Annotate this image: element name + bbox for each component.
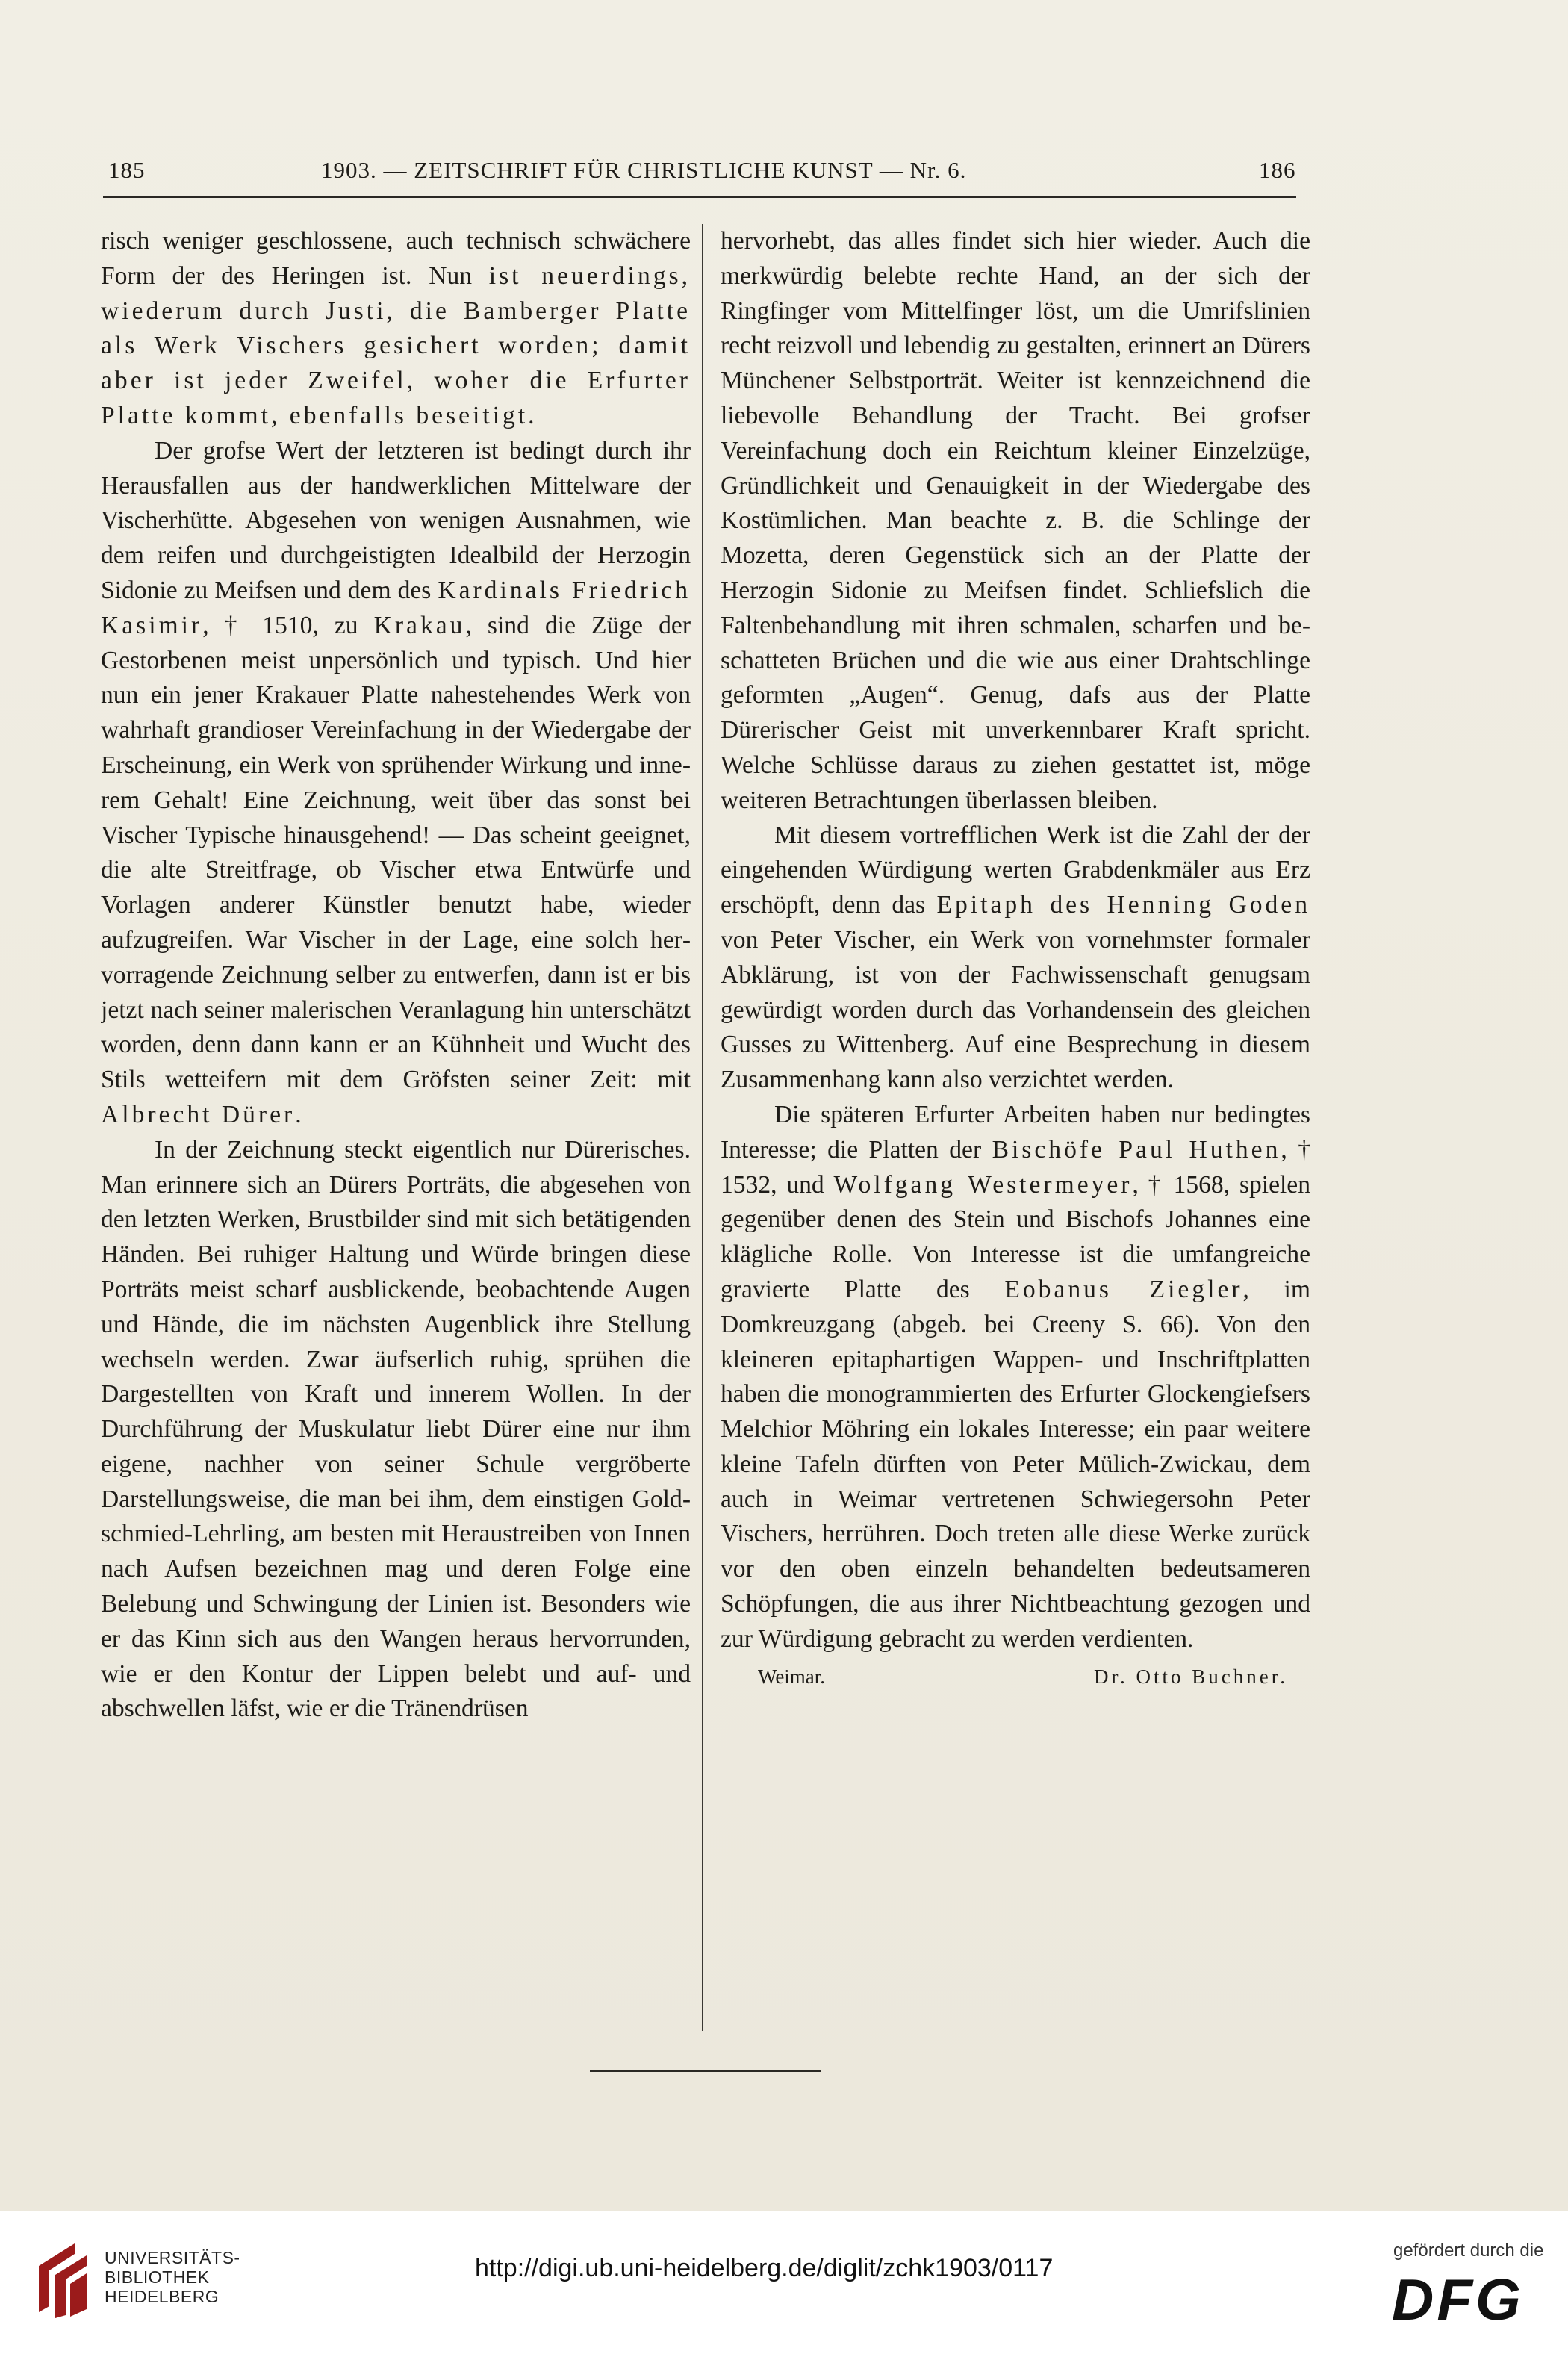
- paragraph: hervorhebt, das alles findet sich hier wieder. Auch die merkwürdig belebte rechte Hand, an der sich der Ringfinger vom Mittelfinger löst, um die Umrifslinien recht reizvoll und lebendig zu gestalten, erinnert an Dürers Münchener Selbstporträt. Weiter ist kennzeichnend die liebevolle Behandlung der Tracht. Bei grofser Vereinfachung doch ein Reichtum kleiner Einzelzüge, Gründlichkeit und Genauigkeit in der Wiedergabe des Kostümlichen. Man beachte z. B. die Schlinge der Mozetta, deren Gegenstück sich an der Platte der Herzogin Sidonie zu Meifsen findet. Schliefslich die Faltenbehandlung mit ihren schmalen, scharfen und beschatteten Brüchen und die wie aus einer Drahtschlinge geformten „Augen“. Genug, dafs aus der Platte Dürerischer Geist mit unverkennbarer Kraft spricht. Welche Schlüsse daraus zu ziehen gestattet ist, möge weiteren Betrachtungen überlassen bleiben.: [721, 227, 1310, 814]
- text-run: risch weniger geschlossene, auch technisch schwächere Form der des Heringen ist. Nun: [101, 227, 691, 290]
- paragraph: [721, 1098, 1310, 1657]
- spaced-name: Epitaph des Henning Goden: [936, 891, 1310, 919]
- paragraph: [101, 224, 691, 434]
- spaced-name: Bischöfe Paul Huthen: [992, 1135, 1281, 1164]
- text-run: , † 1510, zu: [202, 611, 374, 639]
- spaced-name: Kardinals Friedrich Kasimir: [101, 576, 691, 639]
- footer-band: [0, 2211, 1568, 2360]
- text-run: Mit diesem vortrefflichen Werk ist die Zahl der der eingehenden Würdigung werten Grabdenkmäler aus Erz erschöpft, denn das: [721, 821, 1310, 919]
- paragraph: In der Zeichnung steckt eigentlich nur Dürerisches. Man erinnere sich an Dürers Porträts, die abgesehen von den letzten Werken, Brustbilder sind mit sich betätigenden Händen. Bei ruhiger Haltung und Würde bringen diese Porträts meist scharf ausblickende, beobachtende Augen und Hände, die im nächsten Augenblick ihre Stellung wechseln werden. Zwar äufserlich ruhig, sprühen die Dargestellten von Kraft und innerem Wollen. In der Durchführung der Muskulatur liebt Dürer eine nur ihm eigene, nachher von seiner Schule vergröberte Darstellungsweise, die man bei ihm, dem einstigen Goldschmied-Lehrling, am besten mit Heraustreiben von Innen nach Aufsen bezeichnen mag und deren Folge eine Belebung und Schwingung der Linien ist. Besonders wie er das Kinn sich aus den Wangen heraus hervorrunden, wie er den Kontur der Lippen belebt und auf- und abschwellen läfst, wie er die Tränendrüsen: [101, 1135, 691, 1723]
- library-name-line1: UNIVERSITÄTS-: [105, 2248, 240, 2267]
- left-column: [101, 224, 691, 2039]
- library-name-line2: BIBLIOTHEK: [105, 2267, 210, 2287]
- text-run: Der grofse Wert der letzteren ist bedingt durch ihr Herausfallen aus der handwerklichen Mittelware der Vischerhütte. Abgesehen von wenigen Ausnahmen, wie dem reifen und durchgeistigten Idealbild der Herzogin Sidonie zu Meifsen und dem des: [101, 436, 691, 604]
- spaced-name: Eobanus Ziegler: [1004, 1275, 1243, 1303]
- header-rule: [103, 196, 1296, 198]
- paragraph: [101, 434, 691, 1133]
- signature: [721, 1662, 1310, 1692]
- library-logo-icon: [33, 2238, 93, 2320]
- permalink-url[interactable]: http://digi.ub.uni-heidelberg.de/diglit/zchk1903/0117: [475, 2254, 1054, 2282]
- page-number-left: 185: [108, 157, 146, 183]
- spaced-text: ist neuerdings, wiederum durch Justi, die Bamberger Platte als Werk Vischers gesichert worden; damit aber ist jeder Zweifel, woher die Erfurter Platte kommt, ebenfalls beseitigt.: [101, 261, 691, 429]
- right-column: [721, 224, 1310, 2039]
- text-run: von Peter Vischer, ein Werk von vornehmster formaler Abklärung, ist von der Fachwissenschaft genugsam gewürdigt worden durch das Vorhandensein des gleichen Gusses zu Wittenberg. Auf eine Besprechung in diesem Zusammenhang kann also verzichtet werden.: [721, 925, 1310, 1094]
- text-run: , † 1532, und: [721, 1135, 1310, 1199]
- dfg-logo: DFG: [1392, 2267, 1524, 2332]
- spaced-name: Krakau: [373, 611, 466, 639]
- text-run: Die späteren Erfurter Arbeiten haben nur bedingtes Interesse; die Platten der: [721, 1100, 1310, 1164]
- paragraph: [721, 819, 1310, 1098]
- end-rule: [590, 2070, 821, 2072]
- signature-place: Weimar.: [758, 1665, 826, 1688]
- running-title: 1903. — ZEITSCHRIFT FÜR CHRISTLICHE KUNST — Nr. 6.: [321, 157, 967, 183]
- text-run: , † 1568, spielen gegenüber denen des Stein und Bischofs Johannes eine klägliche Rolle. Von Interesse ist die umfangreiche gravierte Platte des: [721, 1170, 1310, 1303]
- signature-author: Dr. Otto Buchner.: [1094, 1665, 1288, 1688]
- text-run: , sind die Züge der Gestorbenen meist unpersönlich und typisch. Und hier nun ein jener Krakauer Platte nahestehendes Werk von wahrhaft grandioser Vereinfachung in der Wiedergabe der Erscheinung, ein Werk von sprühender Wirkung und innerem Gehalt! Eine Zeichnung, weit über das sonst bei Vischer Typische hinausgehend! — Das scheint geeignet, die alte Streitfrage, ob Vischer etwa Entwürfe und Vorlagen anderer Künstler benutzt habe, wieder aufzugreifen. War Vischer in der Lage, eine solch hervorragende Zeichnung selber zu entwerfen, dann ist er bis jetzt nach seiner malerischen Veranlagung hin unterschätzt worden, denn dann kann er an Kühnheit und Wucht des Stils wetteifern mit dem Gröfsten seiner Zeit: mit: [101, 611, 691, 1094]
- text-run: .: [295, 1100, 302, 1128]
- spaced-name: Wolfgang Westermeyer: [833, 1170, 1133, 1199]
- column-divider: [702, 224, 703, 2031]
- spaced-name: Albrecht Dürer: [101, 1100, 296, 1128]
- page-number-right: 186: [1259, 157, 1296, 183]
- funding-caption: gefördert durch die: [1393, 2241, 1544, 2261]
- library-name-line3: HEIDELBERG: [105, 2287, 220, 2306]
- text-run: , im Domkreuzgang (abgeb. bei Creeny S. 66). Von den kleineren epitaphartigen Wappen- und Inschriftplatten haben die monogrammierten des Erfurter Glockengiefsers Melchior Möhring ein lokales Interesse; ein paar weitere kleine Tafeln dürften von Peter Mülich-Zwickau, dem auch in Weimar vertretenen Schwiegersohn Peter Vischers, herrühren. Doch treten alle diese Werke zurück vor den oben einzeln behandelten bedeutsameren Schöpfungen, die aus ihrer Nichtbeachtung gezogen und zur Würdigung gebracht zu werden verdienten.: [721, 1275, 1310, 1653]
